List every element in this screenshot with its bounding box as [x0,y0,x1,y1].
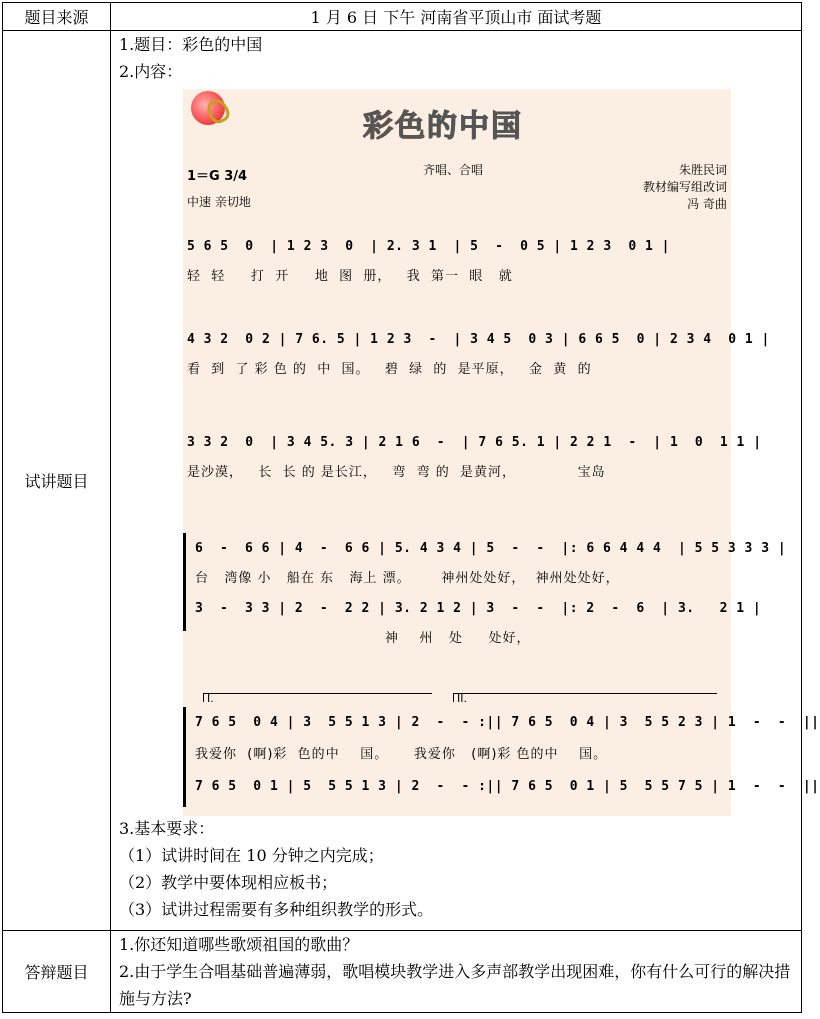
score-lyrics: 神 州 处 处好， [195,631,531,646]
score-notes: 7 6 5 0 4 | 3 5 5 1 3 | 2 - - :|| 7 6 5 0 4 | 3 5 5 2 3 | 1 - - || [195,715,820,730]
credit-lyricist: 朱胜民词 [678,163,727,177]
score-notes: 7 6 5 0 1 | 5 5 5 1 3 | 2 - - :|| 7 6 5 0 1 | 5 5 5 7 5 | 1 - - || [195,779,820,794]
logo-icon [191,91,225,125]
question-item: 2.由于学生合唱基础普遍薄弱，歌唱模块教学进入多声部教学出现困难，你有什么可行的解决措施与方法? [119,962,791,1008]
score-notes: 6 - 6 6 | 4 - 6 6 | 5. 4 3 4 | 5 - - |: 6 6 4 4 4 | 5 5 3 3 3 | [195,541,787,556]
score-lyrics: 是沙漠， 长 长 的 是长江， 弯 弯 的 是黄河， 宝岛 [187,465,606,480]
defense-label: 答辩题目 [3,931,111,1013]
source-value: 1 月 6 日 下午 河南省平顶山市 面试考题 [111,3,802,31]
source-label: 题目来源 [3,3,111,31]
performance-style: 齐唱、合唱 [423,163,484,177]
score-notes: 5 6 5 0 | 1 2 3 0 | 2. 3 1 | 5 - 0 5 | 1 2 3 0 1 | [187,239,670,254]
system-brace [183,707,190,807]
score-notes: 4 3 2 0 2 | 7 6. 5 | 1 2 3 - | 3 4 5 0 3 | 6 6 5 0 | 2 3 4 0 1 | [187,332,770,347]
question-item: 1.你还知道哪些歌颂祖国的歌曲？ [119,935,359,954]
requirement-item: （2）教学中要体现相应板书； [119,873,338,892]
requirement-item: （3）试讲过程需要有多种组织教学的形式。 [119,900,434,919]
credit-composer: 冯 奇曲 [687,197,727,211]
song-title: 彩色的中国 [363,101,523,145]
volta-second: II. [453,693,717,702]
content-line: 2.内容： [119,62,183,81]
tempo-marking: 中速 亲切地 [187,195,251,209]
score-lyrics: 轻 轻 打 开 地 图 册， 我 第一 眼 就 [187,269,513,284]
score-lyrics: 我爱你 (啊)彩 色的中 国。 我爱你 (啊)彩 色的中 国。 [195,747,608,762]
credit-adapter: 教材编写组改词 [642,180,727,194]
key-signature: 1＝G 3/4 [187,169,248,184]
score-lyrics: 台 湾像 小 船在 东 海上 漂。 神州处处好， 神州处处好， [195,571,620,586]
score-notes: 3 - 3 3 | 2 - 2 2 | 3. 2 1 2 | 3 - - |: 2 - 6 | 3. 2 1 | [195,601,762,616]
system-brace [183,533,190,631]
requirement-item: （1）试讲时间在 10 分钟之内完成； [119,846,384,865]
lecture-label: 试讲题目 [3,31,111,931]
score-lyrics: 看 到 了 彩 色 的 中 国。 碧 绿 的 是平原， 金 黄 的 [187,362,592,377]
defense-content [111,931,802,1013]
score-notes: 3 3 2 0 | 3 4 5. 3 | 2 1 6 - | 7 6 5. 1 | 2 2 1 - | 1 0 1 1 | [187,435,762,450]
topic-line: 1.题目：彩色的中国 [119,35,263,54]
volta-first: I. [203,693,432,702]
requirements-title: 3.基本要求： [119,819,215,838]
music-score [183,89,820,816]
